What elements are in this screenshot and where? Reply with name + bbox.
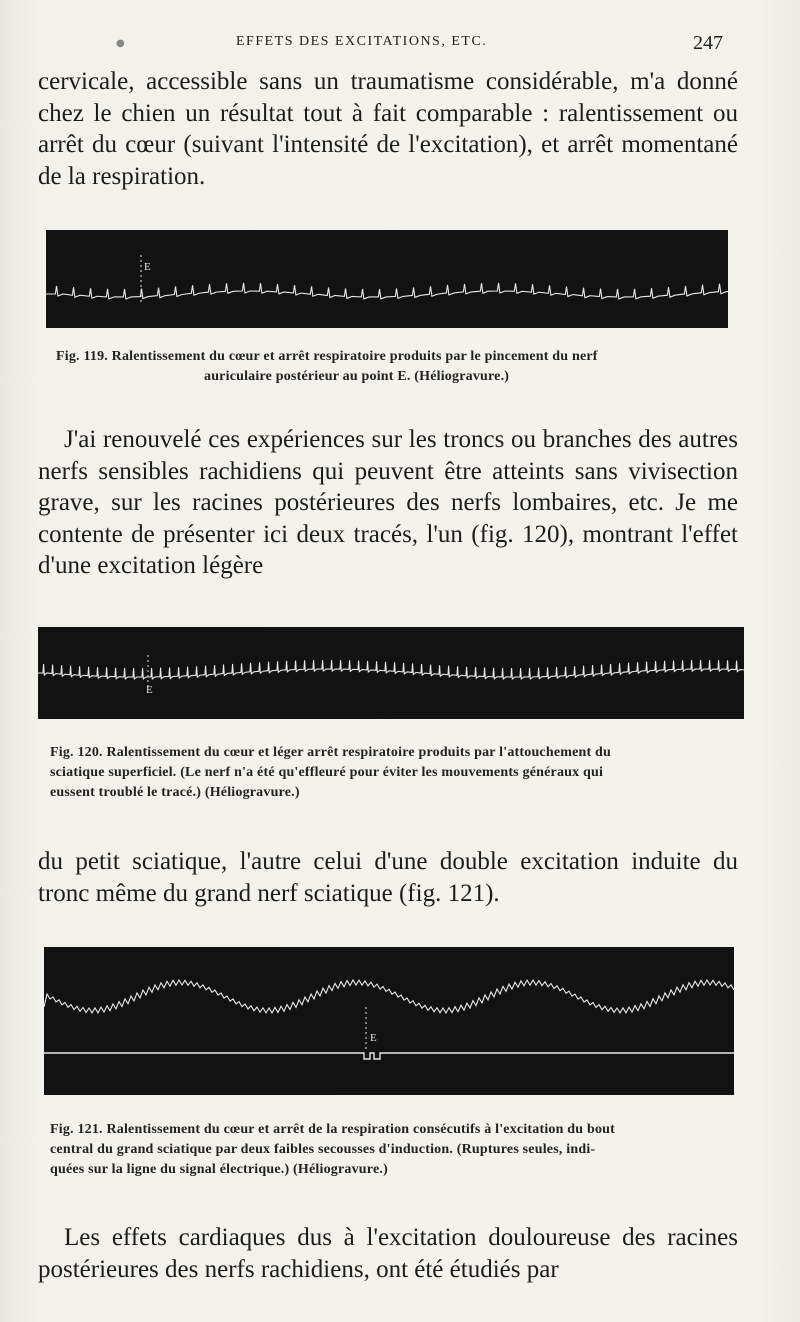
- fig-121-trace: [44, 947, 734, 1095]
- fig-121-caption: [50, 1120, 740, 1180]
- fig-120-caption-line-1: Fig. 120. Ralentissement du cœur et léger arrêt respiratoire produits par l'attouchement du: [50, 745, 612, 760]
- fig-120-pulse-line: [38, 660, 744, 679]
- ornament-dot: ●: [116, 38, 125, 49]
- fig-119-caption: [56, 347, 736, 387]
- fig-119-caption-line-2: auriculaire postérieur au point E. (Héliogravure.): [204, 369, 510, 384]
- paragraph-3: du petit sciatique, l'autre celui d'une double excitation induite du tronc même du grand nerf sciatique (fig. 121).: [38, 848, 738, 907]
- fig-120-caption-line-2: sciatique superficiel. (Le nerf n'a été qu'effleuré pour éviter les mouvements généraux qui: [50, 765, 604, 780]
- fig-119-pulse-line: [46, 283, 728, 299]
- fig-121-signal-line: [44, 1053, 734, 1059]
- fig-121-caption-line-2: central du grand sciatique par deux faibles secousses d'induction. (Ruptures seules, indi-: [50, 1142, 596, 1157]
- fig-120-caption: [50, 743, 740, 803]
- paragraph-2: J'ai renouvelé ces expériences sur les troncs ou branches des autres nerfs sensibles rachidiens qui peuvent être atteints sans vivisection grave, sur les racines postérieures des nerfs lombaires, etc. Je me contente de présenter ici deux tracés, l'un (fig. 120), montrant l'effet d'une excitation légère: [38, 426, 738, 579]
- fig-119-caption-line-1: Fig. 119. Ralentissement du cœur et arrêt respiratoire produits par le pincement du nerf: [56, 349, 598, 364]
- fig-120-caption-line-3: eussent troublé le tracé.) (Héliogravure.): [50, 785, 300, 800]
- fig-119-tracing: [46, 230, 728, 328]
- running-header: [0, 30, 800, 60]
- fig-119-trace: [46, 230, 728, 328]
- paragraph-4: Les effets cardiaques dus à l'excitation douloureuse des racines postérieures des nerfs rachidiens, ont été étudiés par: [38, 1224, 738, 1283]
- running-title: EFFETS DES EXCITATIONS, ETC.: [236, 34, 488, 49]
- fig-121-pulse-line: [44, 980, 734, 1013]
- fig-120-marker-e: E: [146, 684, 153, 696]
- fig-121-tracing: [44, 947, 734, 1095]
- fig-121-caption-line-3: quées sur la ligne du signal électrique.) (Héliogravure.): [50, 1162, 388, 1177]
- fig-121-marker-e: E: [370, 1032, 377, 1044]
- fig-121-caption-line-1: Fig. 121. Ralentissement du cœur et arrêt de la respiration consécutifs à l'excitation du bout: [50, 1122, 616, 1137]
- fig-120-trace: [38, 627, 744, 719]
- page-number: 247: [693, 32, 723, 54]
- paragraph-1: cervicale, accessible sans un traumatisme considérable, m'a donné chez le chien un résultat tout à fait comparable : ralentissement ou arrêt du cœur (suivant l'intensité de l'excitation), et arrêt momentané de la respiration.: [38, 68, 738, 190]
- fig-119-marker-e: E: [144, 261, 151, 273]
- fig-120-tracing: [38, 627, 744, 719]
